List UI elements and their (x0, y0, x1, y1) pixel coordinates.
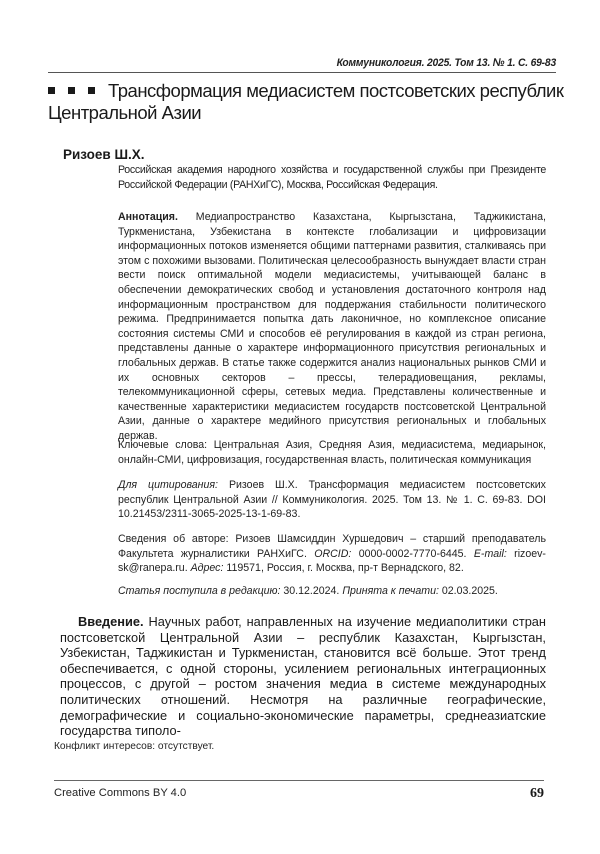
received-date: 30.12.2024. (283, 585, 340, 597)
accepted-label: Принята к печати: (342, 585, 439, 597)
author-name: Ризоев Ш.Х. (63, 147, 145, 162)
orcid-value[interactable]: 0000-0002-7770-6445. (358, 547, 467, 560)
conflict-of-interest: Конфликт интересов: отсутствует. (54, 741, 215, 752)
header-rule (48, 72, 556, 73)
author-info-prefix: Сведения об авторе: Ризоев Шамсиддин Хуршедович – старший преподаватель Факультета журналистики РАНХиГС. (118, 533, 546, 560)
intro-label: Введение. (78, 614, 144, 629)
orcid-label: ORCID: (314, 547, 352, 560)
received-label: Статья поступила в редакцию: (118, 585, 281, 597)
running-head: Коммуникология. 2025. Том 13. № 1. С. 69-83 (336, 57, 556, 69)
address-label: Адрес: (190, 562, 224, 575)
accepted-date: 02.03.2025. (441, 585, 498, 597)
square-bullet-icon (48, 87, 55, 94)
keywords: Ключевые слова: Центральная Азия, Средняя Азия, медиасистема, медиарынок, онлайн-СМИ, цифровизация, государственная власть, политическая коммуникация (118, 439, 546, 466)
license: Creative Commons BY 4.0 (54, 787, 187, 799)
square-bullet-icon (68, 87, 75, 94)
abstract-label: Аннотация. (118, 211, 178, 223)
address-value: 119571, Россия, г. Москва, пр-т Вернадского, 82. (226, 562, 464, 575)
title-text: Трансформация медиасистем постсоветских республик Центральной Азии (48, 80, 564, 123)
square-bullet-icon (88, 87, 95, 94)
article-title (48, 80, 568, 124)
footer-rule (54, 780, 544, 781)
email-value[interactable]: rizoev-sk@ranepa.ru. (118, 547, 546, 575)
affiliation: Российская академия народного хозяйства и государственной службы при Президенте Российской Федерации (РАНХиГС), Москва, Российская Федерация. (118, 164, 546, 191)
citation (118, 478, 546, 522)
citation-label: Для цитирования: (118, 479, 218, 491)
citation-text: Ризоев Ш.Х. Трансформация медиасистем постсоветских республик Центральной Азии // Коммуникология. 2025. Том 13. № 1. С. 69-83. DOI 10.21453/2311-3065-2025-13-1-69-83. (118, 479, 546, 521)
email-label: E-mail: (473, 547, 507, 560)
page-number: 69 (530, 786, 544, 801)
author-info (118, 532, 546, 576)
introduction (60, 614, 546, 739)
intro-text: Научных работ, направленных на изучение медиаполитики стран постсоветской Центральной Азии – республик Казахстан, Кыргызстан, Узбекистан, Таджикистан и Туркменистан, становится всё больше. Этот тренд обеспечивается, с одной стороны, усилением региональных интеграционных процессов, с другой – ростом значения медиа в системе международных политических отношений. Несмотря на различные географические, демографические и социально-экономические параметры, среднеазиатские государства типоло- (60, 614, 546, 739)
abstract-text: Медиапространство Казахстана, Кыргызстана, Таджикистана, Туркменистана, Узбекистана в контексте глобализации и цифровизации информационных потоков изменяется общими паттернами развития, сталкиваясь при этом с похожими вызовами. Политическая целесообразность вынуждает власти стран вести поиск оптимальной модели медиасистемы, учитывающей баланс в обеспечении демократических свобод и установления достаточного контроля над информационным пространством для поддержания стабильности политического режима. Предпринимается попытка дать лаконичное, но комплексное описание состояния системы СМИ и способов её регулирования в каждой из стран региона, представлены данные о характере информационного присутствия региональных и глобальных держав. В статье также содержится анализ национальных рынков СМИ и их основных секторов – прессы, телерадиовещания, рекламы, телекоммуникационной сферы, сетевых медиа. Представлены количественные и качественные характеристики медиасистем государств постсоветской Центральной Азии, данные о характере медийного присутствия региональных и глобальных держав. (118, 211, 546, 442)
article-dates (118, 584, 546, 599)
abstract (118, 210, 546, 444)
